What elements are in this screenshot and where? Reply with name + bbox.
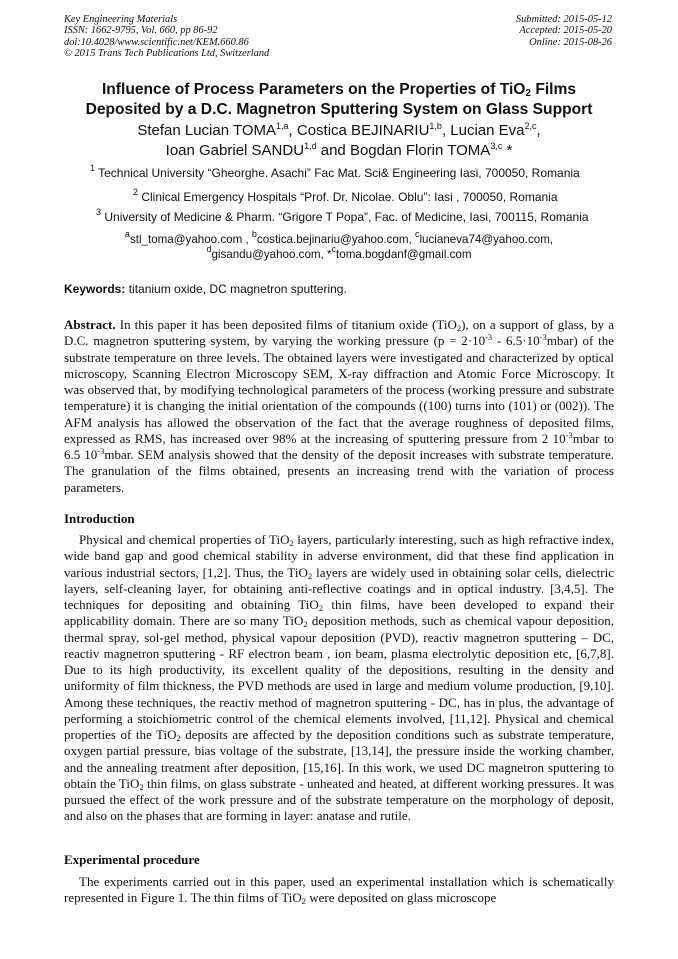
authors-line-2: Ioan Gabriel SANDU$^{1,d}$ and Bogdan Florin TOMA$^{3,c}$ * (165, 141, 513, 159)
emails-line-2: $^d$gisandu@yahoo.com, *$^c$toma.bogdanf@gmail.com (206, 244, 472, 261)
accepted-date: Accepted: 2015-05-20 (519, 25, 612, 37)
author-name: Stefan Lucian TOMA (137, 122, 277, 139)
introduction-heading: Introduction (64, 511, 135, 526)
affiliation-3: $^3$ University of Medicine & Pharm. “Grigore T Popa”, Fac. of Medicine, Iasi, 700115, Romania (96, 207, 589, 224)
abstract-paragraph: Abstract. In this paper it has been deposited films of titanium oxide (TiO$_2$), on a support of glass, by a D.C. magnetron sputtering system, by varying the working pressure ($p = 2\cdot 10^{-3}$ - $6.5\cdot 10^{-3}mbar$) of the substrate temperature on three levels. The obtained layers were investigated and characterized by optical microscopy, Scanning Electron Microscopy SEM, X-ray diffraction and Atomic Force Microscopy. It was observed that, by modifying technological parameters of the process (working pressure and substrate temperature) it is changing the initial orientation of the compounds ((100) turns into (101) or (002)). The AFM analysis has allowed the observation of the fact that the average roughness of deposited films, expressed as RMS, has increased over 98% at the increasing of sputtering pressure from 2 $10^{-3}mbar$ to 6.5 $10^{-3}mbar$. SEM analysis showed that the density of the deposit increases with substrate temperature. The granulation of the films obtained, presents an increasing trend with the variation of process parameters. (64, 317, 615, 495)
affiliation-1: $^1$ Technical University “Gheorghe. Asachi” Fac Mat. Sci& Engineering Iasi, 700050, Romania (90, 163, 580, 180)
keywords-text: titanium oxide, DC magnetron sputtering. (125, 282, 347, 296)
keywords (64, 282, 347, 296)
doi-line[interactable]: doi:10.4028/www.scientific.net/KEM.660.86 (64, 36, 249, 48)
author-name: Bogdan Florin TOMA (349, 142, 491, 159)
affiliation-2: $^2$ Clinical Emergency Hospitals “Prof. Dr. Nicolae. Oblu”: Iasi , 700050, Romania (133, 187, 558, 204)
introduction-paragraph: Physical and chemical properties of TiO$_2$ layers, particularly interesting, such as high refractive index, wide band gap and good chemical stability in adverse environment, did that these find application in various industrial sectors, [1,2]. Thus, the TiO$_2$ layers are widely used in obtaining solar cells, dielectric layers, self-cleaning layer, for obtaining anti-reflective coatings and in optical industry. [3,4,5]. The techniques for depositing and obtaining TiO$_2$ thin films, have been developed to expand their applicability domain. There are so many TiO$_2$ deposition methods, such as chemical vapour deposition, thermal spray, sol-gel method, physical vapour deposition (PVD), reactiv magnetron sputtering – DC, reactiv magnetron sputtering - RF electron beam , ion beam, plasma electrolytic deposition etc, [6,7,8]. Due to its high productivity, its excellent quality of the depositions, resulting in the density and uniformity of film thickness, the PVD methods are used in large and medium volume production, [9,10]. Among these techniques, the reactiv method of magnetron sputtering - DC, has in plus, the advantage of performing a stoichiometric control of the chemical elements involved, [11,12]. Physical and chemical properties of the TiO$_2$ deposits are affected by the deposition conditions such as substrate temperature, oxygen partial pressure, bias voltage of the substrate, [13,14], the pressure inside the working chamber, and the annealing treatment after deposition, [15,16]. In this work, we used DC magnetron sputtering to obtain the TiO$_2$ thin films, on glass substrate - unheated and heated, at different working pressures. It was pursued the effect of the work pressure and of the substrate temperature on the morphology of deposit, and also on the phases that are forming in layer: anatase and rutile. (64, 532, 615, 824)
submitted-date: Submitted: 2015-05-12 (515, 14, 612, 25)
title-line-2: Deposited by a D.C. Magnetron Sputtering System on Glass Support (85, 101, 593, 118)
issn-line: ISSN: 1662-9795, Vol. 660, pp 86-92 (64, 25, 218, 37)
keywords-label: Keywords: (64, 282, 126, 296)
email-link[interactable]: lucianeva74@yahoo.com, (419, 233, 554, 246)
experimental-paragraph: The experiments carried out in this paper, used an experimental installation which is schematically represented in Figure 1. The thin films of TiO$_2$ were deposited on glass microscope (64, 874, 614, 907)
experimental-heading: Experimental procedure (64, 852, 200, 867)
email-link[interactable]: stl_toma@yahoo.com , (129, 233, 252, 246)
journal-header-left (64, 14, 269, 60)
authors-line-1: Stefan Lucian TOMA$^{1,a}$, Costica BEJINARIU$^{1,b}$, Lucian Eva$^{2,c}$, (137, 121, 541, 139)
abstract-label: Abstract. (64, 317, 116, 332)
author-list (40, 121, 638, 161)
copyright-line: © 2015 Trans Tech Publications Ltd, Switzerland (64, 48, 270, 60)
emails-line-1: $^a$stl_toma@yahoo.com , $^b$costica.bejinariu@yahoo.com, $^c$lucianeva74@yahoo.com, (124, 229, 554, 246)
email-link[interactable]: costica.bejinariu@yahoo.com, (256, 233, 415, 246)
journal-name: Key Engineering Materials (64, 14, 178, 25)
title-line-1: Influence of Process Parameters on the Properties of TiO$_2$ Films (101, 81, 577, 99)
author-emails (40, 229, 638, 262)
online-date: Online: 2015-08-26 (529, 36, 612, 48)
author-name: Lucian Eva (450, 122, 525, 139)
paper-title (40, 80, 638, 120)
author-name: Costica BEJINARIU (296, 122, 430, 139)
author-name: Ioan Gabriel SANDU (165, 142, 305, 159)
journal-header-right (516, 14, 612, 48)
email-link[interactable]: toma.bogdanf@gmail.com (336, 248, 472, 261)
email-link[interactable]: gisandu@yahoo.com, (211, 248, 328, 261)
